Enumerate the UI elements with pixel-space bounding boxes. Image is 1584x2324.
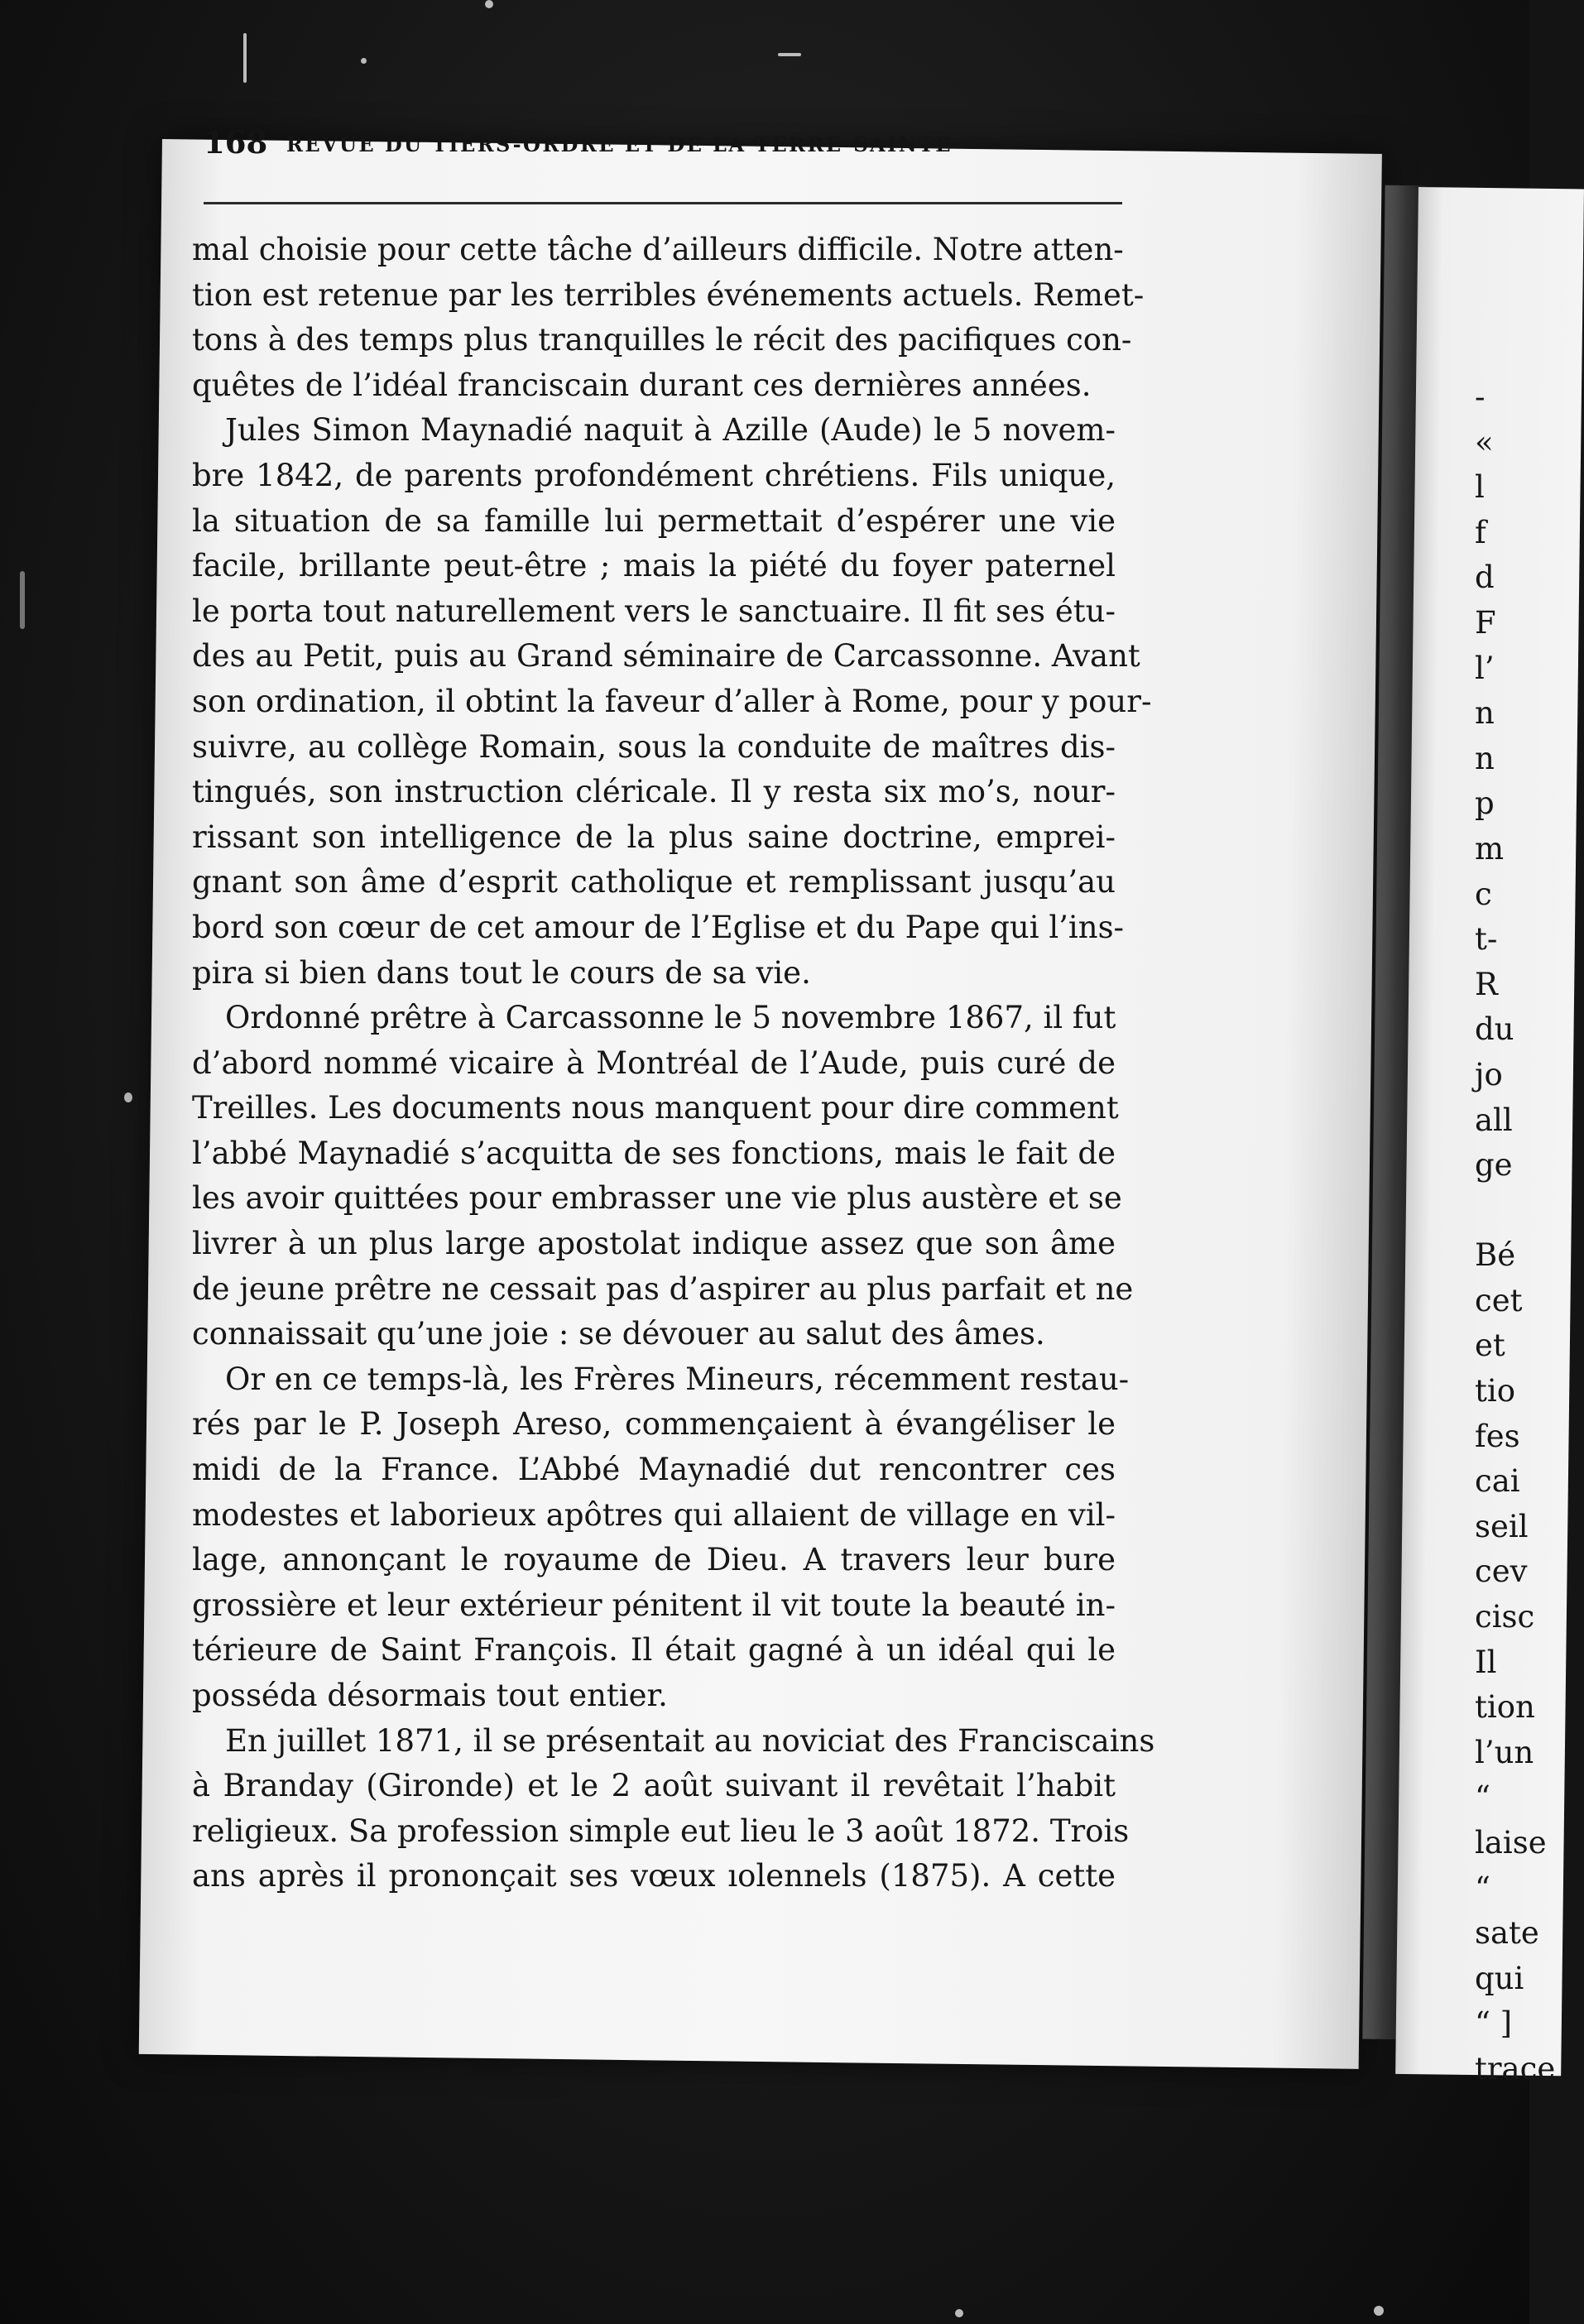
text-fragment: cai <box>1475 1463 1520 1500</box>
text-fragment: n <box>1475 695 1495 732</box>
dust-speck <box>243 33 247 83</box>
text-line: rissant son intelligence de la plus saine doctrine, emprei- <box>192 819 1116 855</box>
text-fragment: l <box>1475 469 1485 506</box>
text-fragment: t- <box>1475 921 1498 958</box>
dust-speck <box>778 53 801 56</box>
text-line: lage, annonçant le royaume de Dieu. A travers leur bure <box>192 1542 1116 1578</box>
text-line: Treilles. Les documents nous manquent pour dire comment <box>192 1090 1119 1126</box>
text-fragment: seil <box>1475 1508 1529 1544</box>
text-fragment: f <box>1475 514 1486 550</box>
text-line: connaissait qu’une joie : se dévouer au salut des âmes. <box>192 1316 1045 1352</box>
text-fragment: sate <box>1475 1915 1539 1952</box>
text-fragment: tion <box>1475 1689 1535 1726</box>
running-title: REVUE DU TIERS-ORDRE ET DE LA TERRE-SAINTE <box>286 132 953 156</box>
text-fragment: tio <box>1475 1373 1515 1409</box>
text-fragment: l’ <box>1475 650 1495 686</box>
dust-speck <box>485 0 493 8</box>
text-line: de jeune prêtre ne cessait pas d’aspirer au plus parfait et ne <box>192 1270 1134 1307</box>
text-fragment: cet <box>1475 1282 1523 1318</box>
text-line: rés par le P. Joseph Areso, commençaient à évangéliser le <box>192 1406 1116 1443</box>
text-fragment: trace <box>1475 2050 1556 2086</box>
text-line: grossière et leur extérieur pénitent il vit toute la beauté in- <box>192 1587 1116 1623</box>
text-fragment: fes <box>1475 1418 1520 1454</box>
text-fragment: Il <box>1475 1644 1497 1680</box>
text-line: modestes et laborieux apôtres qui allaient de village en vil- <box>192 1496 1116 1533</box>
text-fragment: d <box>1475 559 1495 596</box>
text-line: Jules Simon Maynadié naquit à Azille (Aude) le 5 novem- <box>225 412 1116 449</box>
text-fragment: “ <box>1475 1870 1490 1906</box>
text-fragment: qui <box>1475 1960 1524 1996</box>
text-fragment: m <box>1475 830 1505 867</box>
text-line: les avoir quittées pour embrasser une vie plus austère et se <box>192 1180 1122 1217</box>
text-fragment: all <box>1475 1102 1513 1138</box>
text-line: des au Petit, puis au Grand séminaire de Carcassonne. Avant <box>192 638 1140 675</box>
text-fragment: et <box>1475 1328 1505 1364</box>
text-fragment: c <box>1475 876 1492 912</box>
text-line: son ordination, il obtint la faveur d’aller à Rome, pour y pour- <box>192 683 1152 719</box>
dust-speck <box>124 1092 132 1102</box>
text-line: à Branday (Gironde) et le 2 août suivant il revêtait l’habit <box>192 1768 1116 1804</box>
text-fragment: n <box>1475 740 1495 776</box>
text-fragment: jo <box>1475 1056 1503 1092</box>
text-line: tingués, son instruction cléricale. Il y resta six mo’s, nour- <box>192 774 1116 810</box>
text-line: pira si bien dans tout le cours de sa vie. <box>192 954 811 991</box>
text-line: Or en ce temps-là, les Frères Mineurs, récemment restau- <box>225 1361 1130 1397</box>
text-fragment: cisc <box>1475 1599 1535 1635</box>
text-line: d’abord nommé vicaire à Montréal de l’Aude, puis curé de <box>192 1044 1116 1081</box>
text-line: bord son cœur de cet amour de l’Eglise et du Pape qui l’ins- <box>192 909 1125 945</box>
text-line: quêtes de l’idéal franciscain durant ces dernières années. <box>192 367 1092 403</box>
dust-speck <box>361 58 367 64</box>
text-fragment: laise <box>1475 1825 1547 1861</box>
text-line: la situation de sa famille lui permettait d’espérer une vie <box>192 502 1116 539</box>
text-fragment: Bé <box>1475 1237 1516 1274</box>
text-fragment: « <box>1475 424 1494 460</box>
text-line: suivre, au collège Romain, sous la conduite de maîtres dis- <box>192 728 1116 765</box>
text-line: bre 1842, de parents profondément chrétiens. Fils unique, <box>192 457 1116 493</box>
body-text <box>192 227 1155 1899</box>
text-fragment: du <box>1475 1011 1514 1048</box>
page-number: 168 <box>204 124 268 161</box>
text-line: mal choisie pour cette tâche d’ailleurs difficile. Notre atten- <box>192 232 1124 267</box>
text-line: facile, brillante peut-être ; mais la piété du foyer paternel <box>192 548 1116 584</box>
dust-speck <box>20 571 25 629</box>
text-line: Ordonné prêtre à Carcassonne le 5 novembre 1867, il fut <box>225 1000 1116 1036</box>
text-line: l’abbé Maynadié s’acquitta de ses fonctions, mais le fait de <box>192 1135 1116 1171</box>
header-rule <box>204 202 1122 204</box>
text-line: tion est retenue par les terribles événements actuels. Remet- <box>192 276 1145 313</box>
text-line: religieux. Sa profession simple eut lieu le 3 août 1872. Trois <box>192 1813 1130 1849</box>
text-fragment: l’un <box>1475 1734 1534 1770</box>
text-fragment: p <box>1475 785 1495 822</box>
dust-speck <box>1374 2306 1384 2316</box>
text-line: midi de la France. L’Abbé Maynadié dut rencontrer ces <box>192 1452 1116 1488</box>
text-fragment: “ <box>1475 1779 1490 1816</box>
text-fragment: R <box>1475 966 1498 1002</box>
dust-speck <box>955 2309 963 2317</box>
next-page-text <box>1475 374 1556 2091</box>
text-line: térieure de Saint François. Il était gagné à un idéal qui le <box>192 1632 1116 1669</box>
text-fragment: ge <box>1475 1147 1513 1184</box>
text-line: gnant son âme d’esprit catholique et remplissant jusqu’au <box>192 864 1116 900</box>
text-line: tons à des temps plus tranquilles le récit des pacifiques con- <box>192 322 1132 358</box>
text-line: ans après il prononçait ses vœux ıolennels (1875). A cette <box>192 1858 1116 1894</box>
text-fragment <box>1475 1188 1529 1233</box>
text-line: livrer à un plus large apostolat indique assez que son âme <box>192 1226 1116 1262</box>
text-line: le porta tout naturellement vers le sanctuaire. Il fit ses étu- <box>192 593 1116 629</box>
text-fragment: cev <box>1475 1553 1528 1590</box>
text-line: posséda désormais tout entier. <box>192 1678 668 1713</box>
text-fragment: F <box>1475 604 1496 641</box>
text-fragment: “ ] <box>1475 2005 1513 2042</box>
text-fragment: - <box>1475 379 1486 415</box>
text-line: En juillet 1871, il se présentait au noviciat des Franciscains <box>225 1722 1155 1759</box>
